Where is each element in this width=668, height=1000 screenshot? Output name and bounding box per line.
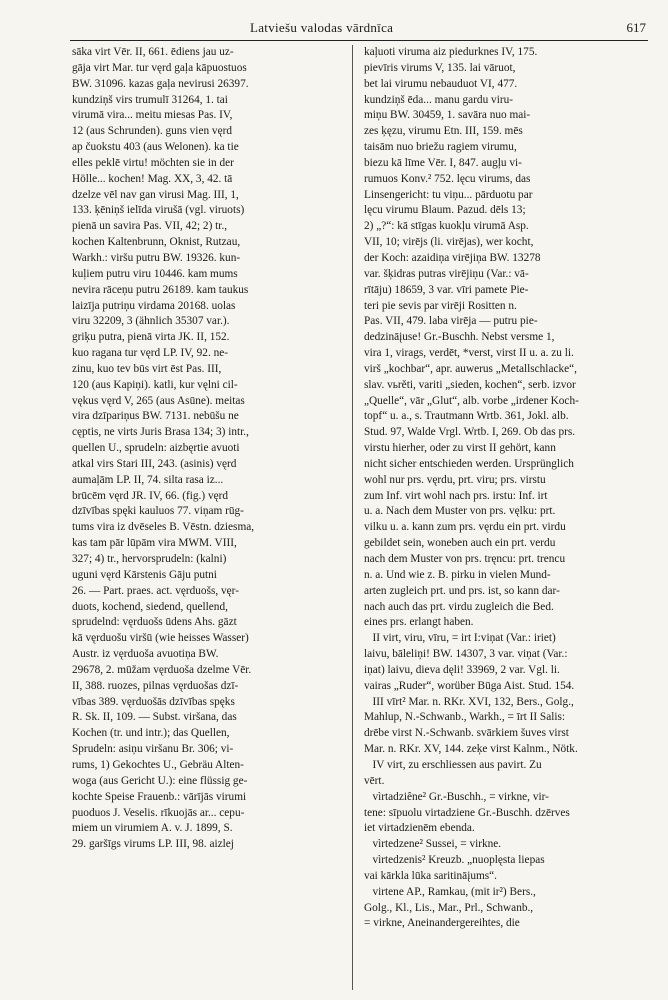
text-line: 29. garšīgs virums LP. III, 98. aizlej — [72, 838, 234, 851]
text-line: laivu, bāleliņi! BW. 14307, 3 var. viņat (Var.: — [364, 648, 568, 661]
header-rule — [70, 40, 648, 41]
text-line: vìrtadziêne² Gr.-Buschh., = virkne, vir- — [364, 790, 549, 803]
text-line: 120 (aus Kapiņi). katli, kur vęlni cil- — [72, 378, 238, 391]
text-line: vērt. — [364, 774, 385, 787]
text-line: griķu putra, pienā virta JK. II, 152. — [72, 331, 230, 344]
text-line: quellen U., sprudeln: aizbęrtie avuoti — [72, 442, 240, 455]
text-line: dedzināįuse! Gr.-Buschh. Nebst versme 1, — [364, 331, 555, 344]
text-line: kochen Kaltenbrunn, Oknist, Rutzau, — [72, 236, 241, 249]
dictionary-title: Latviešu valodas vārdnīca — [250, 20, 394, 35]
text-line: gebildet sein, woneben auch ein prt. verdu — [364, 537, 556, 550]
text-line: BW. 31096. kazas gaļa nevirusi 26397. — [72, 77, 249, 90]
text-line: vira dzīpariņus BW. 7131. nebūšu ne — [72, 410, 239, 423]
text-line: u. a. Nach dem Muster von prs. vęlku: prt. — [364, 505, 556, 518]
text-line: taisām nuo briežu ragiem virumu, — [364, 141, 517, 154]
text-line: kas tam pār lūpām vira MWM. VIII, — [72, 537, 237, 550]
text-line: vìrtedzene² Sussei, = virkne. — [364, 838, 502, 851]
text-line: kuo ragana tur vęrd LP. IV, 92. ne- — [72, 347, 229, 360]
text-line: vai kārkla lūka saritināįums“. — [364, 869, 498, 882]
text-line: sāka virt Vēr. II, 661. ēdiens jau uz- — [72, 46, 234, 58]
text-line: brūcēm vęrd JR. IV, 66. (fig.) vęrd — [72, 489, 229, 502]
text-line: zum Inf. virt wohl nach prs. irstu: Inf. irt — [364, 489, 548, 502]
text-line: pienā un savira Pas. VII, 42; 2) tr., — [72, 220, 228, 233]
text-line: nach auch das prt. virdu zugleich die Bed. — [364, 600, 554, 613]
text-line: 327; 4) tr., hervorsprudeln: (kalni) — [72, 553, 227, 565]
text-line: 26. — Part. praes. act. vęrduošs, vęr- — [72, 584, 239, 597]
text-line: aumaļām LP. II, 74. silta rasa iz... — [72, 473, 224, 486]
text-line: uguni vęrd Kārstenis Gāju putni — [72, 568, 217, 581]
text-line: virstu hierher, oder zu virst II gehört, kann — [364, 442, 556, 455]
text-line: n. a. Und wie z. B. pirku in vielen Mund- — [364, 568, 551, 581]
text-line: R. Sk. II, 109. — Subst. viršana, das — [72, 711, 237, 724]
text-line: Mahlup, N.-Schwanb., Warkh., = īrt II Salis: — [364, 711, 566, 724]
text-line: Austr. iz vęrduoša avuotiņa BW. — [72, 648, 219, 661]
text-line: IV virt, zu erschliessen aus pavirt. Zu — [364, 758, 542, 771]
text-line: iet virtadzienēm ebenda. — [364, 822, 475, 835]
text-line: cęptis, ne virts Juris Brasa 134; 3) intr., — [72, 426, 249, 439]
text-line: Hölle... kochen! Mag. XX, 3, 42. tā — [72, 172, 233, 185]
text-line: dzīvības spęki kauluos 77. viņam rūg- — [72, 505, 244, 518]
text-line: nevira rāceņu putru 26189. kam taukus — [72, 283, 249, 296]
text-line: iņat) laivu, dieva dęli! 33969, 2 var. Vgl. li. — [364, 663, 560, 676]
text-line: vìrtedzenis² Kreuzb. „nuoplęsta liepas — [364, 854, 545, 867]
text-line: atkal virs Stari III, 243. (asinis) vęrd — [72, 457, 237, 470]
text-line: virtene AP., Ramkau, (mit ir²) Bers., — [364, 885, 536, 898]
text-line: 12 (aus Schrunden). guns vien vęrd — [72, 125, 233, 138]
text-line: Stud. 97, Walde Vrgl. Wrtb. I, 269. Ob das prs. — [364, 426, 576, 439]
text-line: var. šķidras putras virējiņu (Var.: vā- — [364, 267, 529, 280]
text-line: kā vęrduošu viršū (wie heisses Wasser) — [72, 632, 249, 645]
text-line: vairas „Ruder“, worüber Būga Aist. Stud. 154. — [364, 679, 575, 692]
text-line: II, 388. ruozes, pilnas vęrduošas dzī- — [72, 679, 239, 692]
text-line: 2) „?“: kā stīgas kuokļu virumā Asp. — [364, 220, 529, 233]
text-line: tene: sīpuolu virtadziene Gr.-Buschh. dzērves — [364, 806, 570, 819]
text-line: miņu BW. 30459, 1. savāra nuo mai- — [364, 109, 531, 122]
text-line: „Quelle“, vār „Glut“, alb. vorbe „irdener Koch- — [364, 394, 579, 407]
text-line: zinu, kuo tev būs virt ēst Pas. III, — [72, 362, 222, 375]
text-line: zes ķęzu, virumu Etn. III, 159. mēs — [364, 125, 523, 138]
text-line: Linsengericht: tu viņu... pārduotu par — [364, 188, 533, 201]
page-number: 617 — [626, 20, 646, 35]
text-line: = virkne, Aneinandergereihtes, die — [364, 917, 520, 930]
right-column — [364, 45, 642, 932]
text-line: puoduos J. Veselis. rīkuojās ar... cepu- — [72, 806, 245, 819]
text-line: tums vira iz dvēseles B. Vēstn. dziesma, — [72, 521, 255, 534]
text-line: 29678, 2. mūžam vęrduoša dzelme Vēr. — [72, 663, 252, 676]
text-line: 133. ķēniņš ielīda virušā (vgl. viruots) — [72, 204, 245, 217]
text-line: kaļuoti viruma aiz piedurknes IV, 175. — [364, 46, 538, 58]
text-line: Pas. VII, 479. laba virēja — putru pie- — [364, 315, 538, 328]
text-line: arten zugleich prt. und prs. ist, so kann dar- — [364, 584, 560, 597]
text-line: eines prs. erlangt haben. — [364, 616, 474, 629]
text-line: laizīja putriņu virdama 20168. uolas — [72, 299, 236, 312]
text-line: wohl nur prs. vęrdu, prt. viru; prs. virstu — [364, 473, 546, 486]
text-line: Kochen (tr. und intr.); das Quellen, — [72, 727, 230, 740]
text-line: nach dem Muster von prs. tręncu: prt. trencu — [364, 553, 566, 565]
text-line: Mar. n. RKr. XV, 144. zeķe virst Kalnm., Nötk. — [364, 743, 578, 756]
text-line: ap čuokstu 403 (aus Welonen). ka tie — [72, 141, 239, 154]
text-line: rumuos Konv.² 752. lęcu virums, das — [364, 172, 531, 185]
text-line: kundziņš ēda... manu gardu viru- — [364, 93, 514, 106]
text-line: III vīrt² Mar. n. RKr. XVI, 132, Bers., Golg., — [364, 695, 574, 708]
text-line: woga (aus Gericht U.): eine flüssig ge- — [72, 774, 248, 787]
text-line: kundziņš virs trumulī 31264, 1. tai — [72, 93, 228, 106]
text-line: vības 389. vęrduošās dzīvības spęks — [72, 695, 235, 708]
text-line: dzelze vēl nav gan virusi Mag. III, 1, — [72, 188, 239, 201]
text-line: Warkh.: viršu putru BW. 19326. kun- — [72, 251, 241, 264]
text-line: teri pie sevis par virēji Rositten n. — [364, 299, 517, 312]
text-line: slav. vьrěti, variti „sieden, kochen“, serb. izvor — [364, 378, 576, 391]
text-line: biezu kā līme Vēr. I, 847. augļu vi- — [364, 156, 522, 169]
text-line: vilku u. a. kann zum prs. vęrdu ein prt. virdu — [364, 521, 566, 534]
text-line: rums, 1) Gekochtes U., Gebräu Alten- — [72, 758, 244, 771]
text-line: Golg., Kl., Lis., Mar., Prl., Schwanb., — [364, 901, 534, 914]
text-line: virš „kochbar“, apr. auwerus „Metallschlacke“, — [364, 362, 577, 375]
text-line: virumā vira... meitu miesas Pas. IV, — [72, 109, 233, 122]
left-column — [72, 45, 350, 853]
text-line: Sprudeln: asiņu viršanu Br. 306; vi- — [72, 743, 234, 756]
text-line: drēbe virst N.-Schwanb. svārkiem šuves virst — [364, 727, 569, 740]
text-line: nicht sicher entschieden werden. Ursprünglich — [364, 457, 574, 470]
text-line: miem un virumiem A. v. J. 1899, S. — [72, 822, 233, 835]
text-line: rītāju) 18659, 3 var. vīri pamete Pie- — [364, 283, 529, 296]
text-line: lęcu virumu Blaum. Pazud. dēls 13; — [364, 204, 526, 217]
column-divider — [352, 45, 353, 990]
text-line: gāja virt Mar. tur vęrd gaļa kāpuostuos — [72, 61, 247, 74]
text-line: kochte Speise Frauenb.: vārījās virumi — [72, 790, 247, 803]
text-line: duots, kochend, siedend, quellend, — [72, 600, 228, 613]
text-line: kuļiem putru viru 10446. kam mums — [72, 267, 238, 280]
text-line: der Koch: azaidiņa virējiņa BW. 13278 — [364, 251, 541, 264]
text-line: vękus vęrd V, 265 (aus Asūne). meitas — [72, 394, 245, 407]
text-line: topf“ u. a., s. Trautmann Wrtb. 361, Jokl. alb. — [364, 410, 569, 423]
text-line: II virt, viru, vīru, = irt I:viņat (Var.: iriet) — [364, 632, 556, 645]
text-line: viru 32209, 3 (ähnlich 35307 var.). — [72, 315, 230, 328]
text-line: sprudelnd: vęrduošs ūdens Ahs. gāzt — [72, 616, 237, 629]
page-header — [70, 16, 648, 38]
text-line: bet lai virumu nebauduot VI, 477. — [364, 77, 518, 90]
text-line: VII, 10; virējs (li. virējas), wer kocht, — [364, 236, 534, 249]
text-line: elles peklē virtu! möchten sie in der — [72, 156, 234, 169]
text-line: vira 1, virags, verdēt, *verst, virst II u. a. zu li. — [364, 347, 574, 360]
text-line: pievīris virums V, 135. lai vāruot, — [364, 61, 516, 74]
